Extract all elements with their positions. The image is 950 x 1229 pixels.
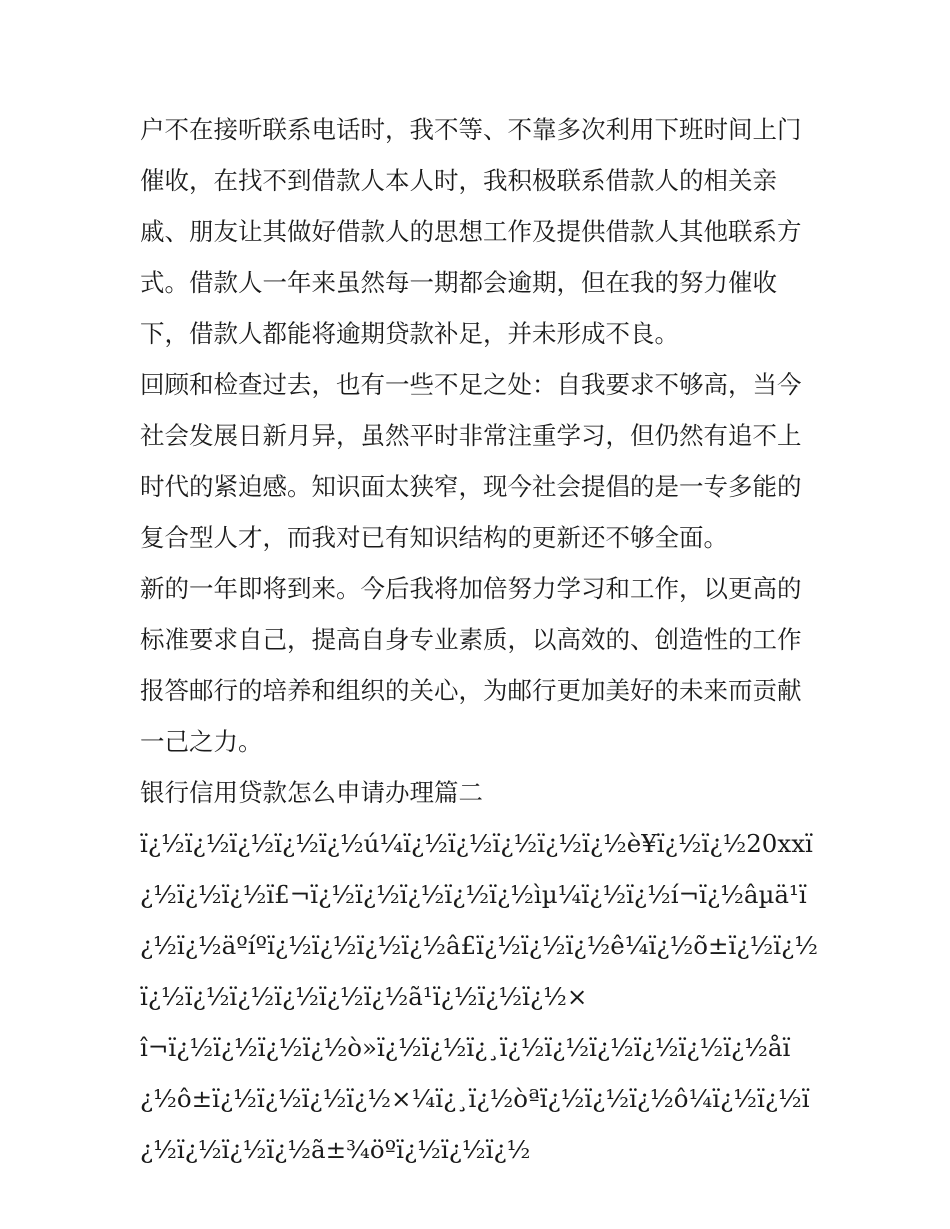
garbled-text-block-1: ï¿½ï¿½ï¿½ï¿½ï¿½ú¼ï¿½ï¿½ï¿½ï¿½ï¿½è¥ï¿½ï¿½20xxï¿½ï¿½ï¿½ï£¬ï¿½ï¿½ï¿½ï¿½ï¿½ìµ¼ï¿½ï¿½í¬ï¿½âµä¹ï¿½ï¿½äºíºï¿½ï¿½ï¿½ï¿½â£ï¿½ï¿½ï¿½ê¼ï¿½õ±ï¿½ï¿½ï¿½ï¿½ï¿½ï¿½ï¿½ï¿½ã¹ï¿½ï¿½ï¿½× xyxy=(140,829,818,1011)
section-heading: 银行信用贷款怎么申请办理篇二 xyxy=(140,778,483,807)
paragraph-outlook: 新的一年即将到来。今后我将加倍努力学习和工作，以更高的 标准要求自己，提高自身专业素质，以高效的、创造性的工作 报答邮行的培养和组织的关心，为邮行更加美好的未来而贡献 一己之力。 xyxy=(140,574,802,756)
paragraph-shortcomings: 回顾和检查过去，也有一些不足之处：自我要求不够高，当今 社会发展日新月异，虽然平时非常注重学习，但仍然有追不上 时代的紧迫感。知识面太狭窄，现今社会提倡的是一专多能的 复合型人才，而我对已有知识结构的更新还不够全面。 xyxy=(140,370,802,552)
document-body xyxy=(140,104,820,1175)
paragraph-collection-efforts: 户不在接听联系电话时，我不等、不靠多次利用下班时间上门 催收，在找不到借款人本人时，我积极联系借款人的相关亲 戚、朋友让其做好借款人的思想工作及提供借款人其他联系方 式。借款人一年来虽然每一期都会逾期，但在我的努力催收 下，借款人都能将逾期贷款补足，并未形成不良。 xyxy=(140,115,802,348)
garbled-text-block-2: î¬ï¿½ï¿½ï¿½ï¿½ò»ï¿½ï¿½ï¿¸ï¿½ï¿½ï¿½ï¿½ï¿½ï¿½åï¿½ô±ï¿½ï¿½ï¿½ï¿½×¼ï¿¸ï¿½òªï¿½ï¿½ï¿½ô¼ï¿½ï¿½ï¿½ï¿½ï¿½ï¿½ã±¾öºï¿½ï¿½ï¿½ xyxy=(140,1033,810,1164)
